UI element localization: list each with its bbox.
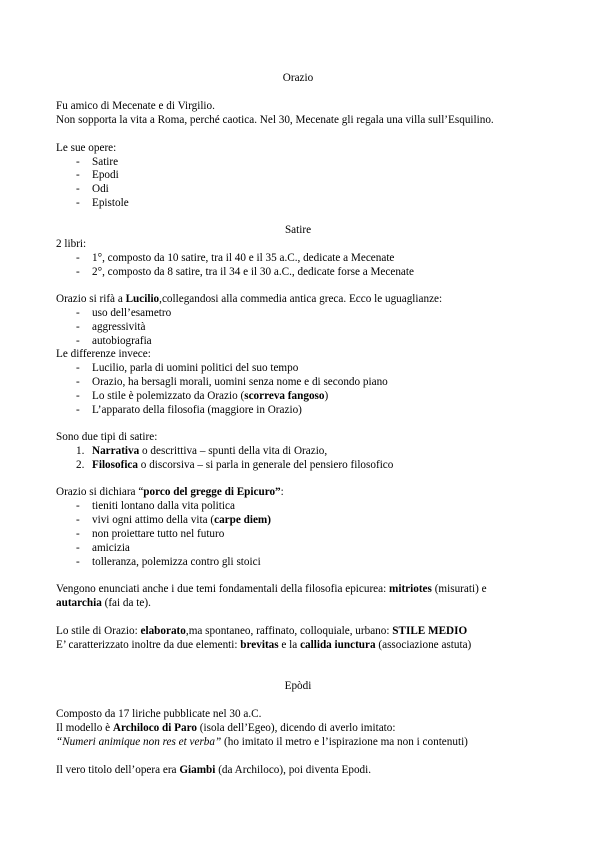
list-number: 1. [76, 445, 85, 457]
bullet: - [76, 376, 80, 388]
epodi-title-line: Il vero titolo dell’opera era Giambi (da Archiloco), poi diventa Epodi. [56, 764, 372, 776]
bullet: - [76, 390, 80, 402]
epicuro-paragraph: Orazio si dichiara “porco del gregge di Epicuro”: [56, 486, 284, 498]
work-item: Epodi [92, 169, 119, 181]
life-item: tieniti lontano dalla vita politica [92, 500, 235, 512]
life-item: vivi ogni attimo della vita (carpe diem) [92, 514, 271, 526]
life-item: amicizia [92, 542, 130, 554]
epodi-heading: Epòdi [284, 680, 312, 692]
bullet: - [76, 404, 80, 416]
bullet: - [76, 500, 80, 512]
types-label: Sono due tipi di satire: [56, 431, 158, 443]
bullet: - [76, 514, 80, 526]
bullet: - [76, 156, 80, 168]
bullet: - [76, 556, 80, 568]
intro-line-2: Non sopporta la vita a Roma, perché caotica. Nel 30, Mecenate gli regala una villa sull’Esquilino. [56, 114, 494, 126]
bullet: - [76, 321, 80, 333]
life-item: non proiettare tutto nel futuro [92, 528, 225, 540]
list-number: 2. [76, 459, 85, 471]
book-item: 1°, composto da 10 satire, tra il 40 e il 35 a.C., dedicate a Mecenate [92, 252, 395, 264]
bullet: - [76, 528, 80, 540]
difference-item: L’apparato della filosofia (maggiore in Orazio) [92, 404, 302, 416]
work-item: Epistole [92, 197, 129, 209]
bullet: - [76, 362, 80, 374]
bullet: - [76, 197, 80, 209]
bullet: - [76, 252, 80, 264]
bullet: - [76, 169, 80, 181]
difference-item: Lo stile è polemizzato da Orazio (scorreva fangoso) [92, 390, 329, 402]
satire-heading: Satire [284, 224, 312, 236]
bullet: - [76, 266, 80, 278]
bullet: - [76, 542, 80, 554]
epodi-line-1: Composto da 17 liriche pubblicate nel 30 a.C. [56, 708, 262, 720]
type-item: Narrativa o descrittiva – spunti della vita di Orazio, [92, 445, 328, 457]
themes-line-2: autarchia (fai da te). [56, 597, 151, 609]
bullet: - [76, 307, 80, 319]
type-item: Filosofica o discorsiva – si parla in generale del pensiero filosofico [92, 459, 394, 471]
similarity-item: autobiografia [92, 335, 152, 347]
characteristics-line: E’ caratterizzato inoltre da due elementi: brevitas e la callida iunctura (associazione astuta) [56, 639, 472, 651]
similarity-item: uso dell’esametro [92, 307, 172, 319]
themes-line-1: Vengono enunciati anche i due temi fondamentali della filosofia epicurea: mitriotes (misurati) e [56, 583, 487, 595]
bullet: - [76, 183, 80, 195]
style-line: Lo stile di Orazio: elaborato,ma spontaneo, raffinato, colloquiale, urbano: STILE MEDIO [56, 625, 468, 637]
differences-label: Le differenze invece: [56, 348, 151, 360]
similarity-item: aggressività [92, 321, 146, 333]
intro-line-1: Fu amico di Mecenate e di Virgilio. [56, 100, 215, 112]
difference-item: Lucilio, parla di uomini politici del suo tempo [92, 362, 299, 374]
bullet: - [76, 335, 80, 347]
work-item: Satire [92, 156, 119, 168]
life-item: tolleranza, polemizza contro gli stoici [92, 556, 261, 568]
book-item: 2°, composto da 8 satire, tra il 34 e il 30 a.C., dedicate forse a Mecenate [92, 266, 414, 278]
books-label: 2 libri: [56, 238, 87, 250]
difference-item: Orazio, ha bersagli morali, uomini senza nome e di secondo piano [92, 376, 388, 388]
epodi-quote-line: “Numeri animique non res et verba” (ho imitato il metro e l’ispirazione ma non i contenuti) [56, 736, 468, 748]
works-heading: Le sue opere: [56, 142, 117, 154]
lucilio-paragraph: Orazio si rifà a Lucilio,collegandosi alla commedia antica greca. Ecco le uguaglianze: [56, 293, 443, 305]
page-title: Orazio [282, 72, 314, 84]
work-item: Odi [92, 183, 109, 195]
epodi-model-line: Il modello è Archiloco di Paro (isola dell’Egeo), dicendo di averlo imitato: [56, 722, 396, 734]
